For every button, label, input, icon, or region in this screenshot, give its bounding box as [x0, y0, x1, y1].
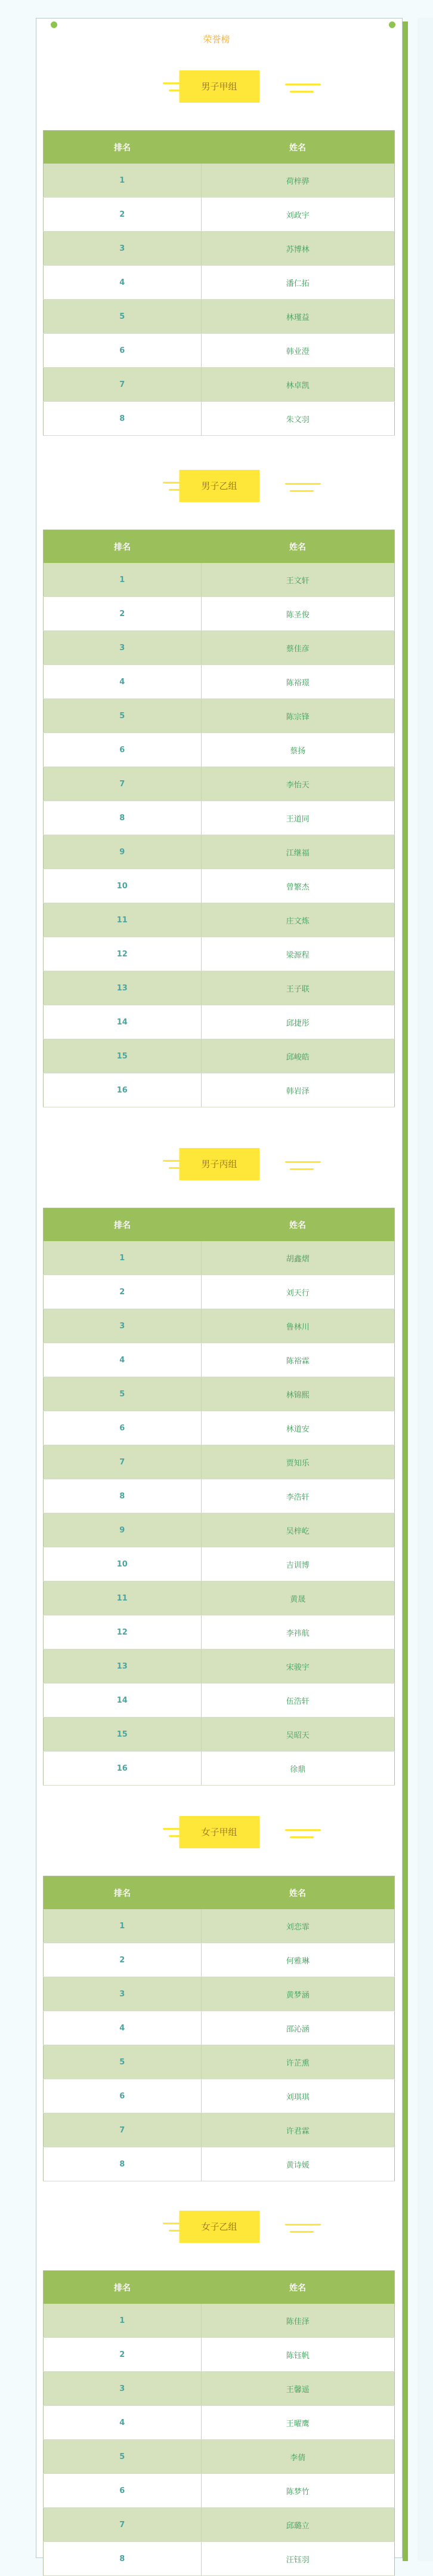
- name-cell: 林道安: [201, 1411, 395, 1445]
- rank-cell: 5: [44, 2440, 202, 2474]
- name-column-header: 姓名: [201, 131, 395, 164]
- table-row: [44, 2113, 395, 2147]
- name-cell: 刘琪琪: [201, 2079, 395, 2113]
- rank-column-header: 排名: [44, 1876, 202, 1910]
- rank-cell: 3: [44, 1977, 202, 2011]
- table-row: [44, 597, 395, 631]
- name-cell: 李怡天: [201, 767, 395, 801]
- table-row: [44, 2011, 395, 2045]
- name-cell: 刘天行: [201, 1275, 395, 1309]
- table-row: [44, 563, 395, 597]
- rank-cell: 14: [44, 1684, 202, 1718]
- section-title: 男子乙组: [179, 470, 259, 502]
- table-row: [44, 1343, 395, 1377]
- table-row: [44, 1275, 395, 1309]
- rank-column-header: 排名: [44, 1208, 202, 1242]
- name-cell: 朱文羽: [201, 402, 395, 436]
- rank-cell: 12: [44, 1615, 202, 1649]
- name-cell: 王子联: [201, 971, 395, 1005]
- table-row: [44, 2338, 395, 2372]
- table-row: [44, 368, 395, 402]
- name-cell: 陈宗锋: [201, 699, 395, 733]
- rank-cell: 16: [44, 1073, 202, 1107]
- table-row: [44, 2474, 395, 2508]
- rank-cell: 3: [44, 2372, 202, 2406]
- rank-cell: 15: [44, 1718, 202, 1752]
- table-row: [44, 164, 395, 198]
- corner-dot-left: [51, 21, 57, 28]
- table-row: [44, 2079, 395, 2113]
- ranking-table: [43, 1208, 395, 1786]
- table-row: [44, 937, 395, 971]
- ranking-table: [43, 1876, 395, 2181]
- table-row: [44, 1718, 395, 1752]
- decorative-stripe: [290, 91, 314, 93]
- table-row: [44, 699, 395, 733]
- name-cell: 李浩轩: [201, 1479, 395, 1513]
- rank-cell: 8: [44, 1479, 202, 1513]
- decorative-stripe: [290, 1836, 314, 1838]
- table-row: [44, 2406, 395, 2440]
- rank-cell: 15: [44, 1039, 202, 1073]
- name-cell: 汪钰羽: [201, 2542, 395, 2576]
- corner-dot-right: [389, 21, 395, 28]
- name-cell: 曾繁杰: [201, 869, 395, 903]
- decorative-stripe: [285, 1829, 321, 1831]
- name-cell: 庄文炼: [201, 903, 395, 937]
- section-title: 女子甲组: [179, 1816, 259, 1848]
- rank-cell: 1: [44, 1909, 202, 1943]
- table-header-row: [44, 1208, 395, 1242]
- name-cell: 许芷熏: [201, 2045, 395, 2079]
- rank-cell: 10: [44, 869, 202, 903]
- rank-cell: 3: [44, 1309, 202, 1343]
- rank-cell: 3: [44, 232, 202, 266]
- rank-cell: 8: [44, 801, 202, 835]
- rank-column-header: 排名: [44, 2271, 202, 2304]
- name-cell: 吴梓屹: [201, 1513, 395, 1547]
- rank-cell: 8: [44, 2147, 202, 2181]
- rank-cell: 14: [44, 1005, 202, 1039]
- name-cell: 王曜鹰: [201, 2406, 395, 2440]
- table-row: [44, 2542, 395, 2576]
- rank-column-header: 排名: [44, 131, 202, 164]
- name-cell: 黄诗媛: [201, 2147, 395, 2181]
- table-row: [44, 266, 395, 300]
- name-cell: 苏博林: [201, 232, 395, 266]
- accent-bar: [403, 21, 408, 2561]
- rank-cell: 11: [44, 903, 202, 937]
- table-row: [44, 971, 395, 1005]
- section-title: 男子丙组: [179, 1148, 259, 1180]
- rank-cell: 16: [44, 1752, 202, 1786]
- table-row: [44, 2147, 395, 2181]
- table-row: [44, 903, 395, 937]
- name-cell: 王道同: [201, 801, 395, 835]
- rank-cell: 6: [44, 733, 202, 767]
- table-row: [44, 801, 395, 835]
- rank-cell: 7: [44, 2113, 202, 2147]
- rank-cell: 5: [44, 2045, 202, 2079]
- name-cell: 邱峻皓: [201, 1039, 395, 1073]
- ranking-table: [43, 530, 395, 1107]
- name-cell: 蔡佳彦: [201, 631, 395, 665]
- name-cell: 贾知乐: [201, 1445, 395, 1479]
- name-cell: 许君霖: [201, 2113, 395, 2147]
- rank-cell: 2: [44, 1943, 202, 1977]
- rank-cell: 1: [44, 1241, 202, 1275]
- rank-cell: 6: [44, 2079, 202, 2113]
- name-cell: 吴昭天: [201, 1718, 395, 1752]
- rank-cell: 10: [44, 1547, 202, 1581]
- table-row: [44, 232, 395, 266]
- table-row: [44, 1909, 395, 1943]
- table-row: [44, 1684, 395, 1718]
- name-column-header: 姓名: [201, 1208, 395, 1242]
- rank-cell: 8: [44, 402, 202, 436]
- rank-cell: 4: [44, 2406, 202, 2440]
- name-column-header: 姓名: [201, 1876, 395, 1910]
- table-row: [44, 1309, 395, 1343]
- table-row: [44, 334, 395, 368]
- name-cell: 陈钰帆: [201, 2338, 395, 2372]
- table-row: [44, 402, 395, 436]
- name-cell: 李祎航: [201, 1615, 395, 1649]
- name-cell: 林卓凯: [201, 368, 395, 402]
- table-row: [44, 1547, 395, 1581]
- rank-cell: 5: [44, 300, 202, 334]
- name-cell: 王文轩: [201, 563, 395, 597]
- section-title: 女子乙组: [179, 2211, 259, 2243]
- rank-cell: 2: [44, 198, 202, 232]
- ranking-table: [43, 130, 395, 436]
- decorative-stripe: [285, 84, 321, 85]
- table-row: [44, 1977, 395, 2011]
- name-cell: 鲁林川: [201, 1309, 395, 1343]
- rank-cell: 9: [44, 1513, 202, 1547]
- table-row: [44, 631, 395, 665]
- name-cell: 李倩: [201, 2440, 395, 2474]
- table-row: [44, 1005, 395, 1039]
- name-cell: 邱捷彤: [201, 1005, 395, 1039]
- table-row: [44, 1615, 395, 1649]
- decorative-stripe: [285, 1161, 321, 1163]
- rank-cell: 13: [44, 971, 202, 1005]
- name-cell: 梁源程: [201, 937, 395, 971]
- decorative-stripe: [285, 483, 321, 485]
- table-row: [44, 2372, 395, 2406]
- ranking-table: [43, 2270, 395, 2576]
- rank-column-header: 排名: [44, 530, 202, 564]
- section-header: [36, 2211, 403, 2243]
- table-row: [44, 1039, 395, 1073]
- decorative-stripe: [290, 1168, 314, 1170]
- name-cell: 胡鑫熠: [201, 1241, 395, 1275]
- name-cell: 陈梦竹: [201, 2474, 395, 2508]
- rank-cell: 6: [44, 1411, 202, 1445]
- table-row: [44, 665, 395, 699]
- name-cell: 邱璐立: [201, 2508, 395, 2542]
- name-cell: 荷梓骅: [201, 164, 395, 198]
- name-cell: 吉训博: [201, 1547, 395, 1581]
- table-row: [44, 1411, 395, 1445]
- section-header: [36, 70, 403, 103]
- table-header-row: [44, 1876, 395, 1910]
- rank-cell: 3: [44, 631, 202, 665]
- table-row: [44, 767, 395, 801]
- name-cell: 潘仁拓: [201, 266, 395, 300]
- table-row: [44, 1943, 395, 1977]
- name-cell: 林瑾益: [201, 300, 395, 334]
- table-row: [44, 1445, 395, 1479]
- name-cell: 陈裕璟: [201, 665, 395, 699]
- table-row: [44, 300, 395, 334]
- name-cell: 宋骏宇: [201, 1649, 395, 1684]
- rank-cell: 6: [44, 334, 202, 368]
- rank-cell: 5: [44, 699, 202, 733]
- rank-cell: 7: [44, 767, 202, 801]
- rank-cell: 1: [44, 563, 202, 597]
- name-cell: 刘恋霏: [201, 1909, 395, 1943]
- rank-cell: 4: [44, 665, 202, 699]
- rank-cell: 2: [44, 1275, 202, 1309]
- table-row: [44, 2045, 395, 2079]
- rank-cell: 8: [44, 2542, 202, 2576]
- name-cell: 林锦熙: [201, 1377, 395, 1411]
- table-row: [44, 2304, 395, 2338]
- name-cell: 陈佳泽: [201, 2304, 395, 2338]
- rank-cell: 12: [44, 937, 202, 971]
- name-cell: 伍浩轩: [201, 1684, 395, 1718]
- rank-cell: 1: [44, 2304, 202, 2338]
- rank-cell: 2: [44, 597, 202, 631]
- table-row: [44, 198, 395, 232]
- name-cell: 韩业澄: [201, 334, 395, 368]
- name-column-header: 姓名: [201, 2271, 395, 2304]
- table-row: [44, 2440, 395, 2474]
- decorative-stripe: [290, 490, 314, 492]
- rank-cell: 5: [44, 1377, 202, 1411]
- decorative-stripe: [290, 2231, 314, 2233]
- rank-cell: 2: [44, 2338, 202, 2372]
- section-header: [36, 1148, 403, 1180]
- name-cell: 刘政宇: [201, 198, 395, 232]
- name-cell: 黄晟: [201, 1581, 395, 1615]
- side-strip: [417, 18, 433, 2561]
- name-cell: 徐鼎: [201, 1752, 395, 1786]
- table-row: [44, 1752, 395, 1786]
- rank-cell: 1: [44, 164, 202, 198]
- table-row: [44, 1073, 395, 1107]
- name-cell: 蔡扬: [201, 733, 395, 767]
- section-title: 男子甲组: [179, 70, 259, 103]
- table-row: [44, 1581, 395, 1615]
- rank-cell: 4: [44, 1343, 202, 1377]
- name-cell: 何雅琳: [201, 1943, 395, 1977]
- table-row: [44, 1479, 395, 1513]
- decorative-stripe: [285, 2224, 321, 2226]
- table-header-row: [44, 2271, 395, 2304]
- table-header-row: [44, 131, 395, 164]
- name-cell: 黄梦涵: [201, 1977, 395, 2011]
- rank-cell: 11: [44, 1581, 202, 1615]
- name-cell: 王馨遥: [201, 2372, 395, 2406]
- name-cell: 江继福: [201, 835, 395, 869]
- rank-cell: 13: [44, 1649, 202, 1684]
- rank-cell: 4: [44, 2011, 202, 2045]
- rank-cell: 6: [44, 2474, 202, 2508]
- table-row: [44, 869, 395, 903]
- section-header: [36, 1816, 403, 1848]
- table-header-row: [44, 530, 395, 564]
- name-cell: 邵沁涵: [201, 2011, 395, 2045]
- page-title: 荣誉榜: [203, 34, 230, 45]
- name-column-header: 姓名: [201, 530, 395, 564]
- table-row: [44, 2508, 395, 2542]
- table-row: [44, 1377, 395, 1411]
- rank-cell: 7: [44, 368, 202, 402]
- table-row: [44, 1241, 395, 1275]
- table-row: [44, 1513, 395, 1547]
- table-row: [44, 835, 395, 869]
- name-cell: 陈裕霖: [201, 1343, 395, 1377]
- name-cell: 韩岩泽: [201, 1073, 395, 1107]
- section-header: [36, 470, 403, 502]
- table-row: [44, 1649, 395, 1684]
- rank-cell: 4: [44, 266, 202, 300]
- rank-cell: 7: [44, 1445, 202, 1479]
- rank-cell: 9: [44, 835, 202, 869]
- rank-cell: 7: [44, 2508, 202, 2542]
- name-cell: 陈圣俊: [201, 597, 395, 631]
- table-row: [44, 733, 395, 767]
